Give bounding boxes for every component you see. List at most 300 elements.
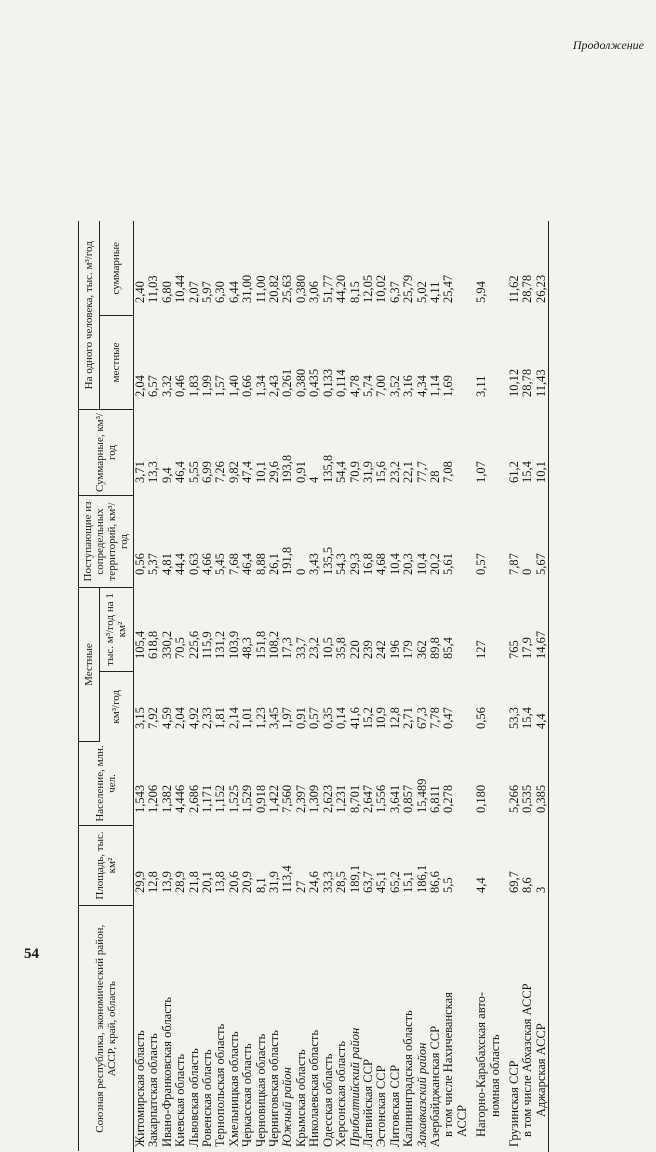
per-capita-total-cell: 2,40 [134,222,148,316]
local-per-km2-cell: 151,8 [255,588,268,672]
population-cell: 0,278 [442,742,455,826]
per-capita-local-cell [456,316,469,410]
population-cell: 3,641 [389,742,402,826]
per-capita-total-cell: 25,47 [442,222,455,316]
local-km3-cell: 0,56 [469,672,488,742]
table-row [349,222,362,1152]
per-capita-local-cell: 4,78 [349,316,362,410]
local-km3-cell: 4,92 [188,672,201,742]
per-capita-total-cell [456,222,469,316]
table-row [241,222,254,1152]
incoming-cell: 5,45 [214,496,227,588]
header-region: Союзная республика, экономический район, АССР, край, область [79,906,134,1152]
water-resources-table [78,222,549,1152]
table-row [429,222,442,1152]
area-cell: 5,5 [442,826,455,906]
population-cell: 1,525 [228,742,241,826]
local-per-km2-cell: 220 [349,588,362,672]
per-capita-local-cell: 0,133 [322,316,335,410]
local-per-km2-cell: 239 [362,588,375,672]
region-cell: Черновицкая область [255,906,268,1152]
per-capita-total-cell: 10,44 [174,222,187,316]
per-capita-local-cell: 0,46 [174,316,187,410]
table-row [416,222,429,1152]
local-km3-cell: 0,91 [295,672,308,742]
per-capita-local-cell: 10,12 [502,316,521,410]
local-per-km2-cell: 85,4 [442,588,455,672]
total-cell: 9,4 [161,410,174,496]
area-cell: 20,9 [241,826,254,906]
region-cell: Хмельницкая область [228,906,241,1152]
per-capita-local-cell [489,316,502,410]
population-cell: 8,701 [349,742,362,826]
incoming-cell: 16,8 [362,496,375,588]
population-cell: 1,556 [375,742,388,826]
region-cell: Нагорно-Карабахская авто- [469,906,488,1152]
per-capita-local-cell: 1,40 [228,316,241,410]
population-cell: 1,152 [214,742,227,826]
per-capita-local-cell: 0,380 [295,316,308,410]
local-per-km2-cell: 108,2 [268,588,281,672]
table-row [308,222,321,1152]
incoming-cell: 5,67 [535,496,549,588]
population-cell: 2,397 [295,742,308,826]
incoming-cell: 0,56 [134,496,148,588]
region-cell: Грузинская ССР [502,906,521,1152]
per-capita-total-cell: 6,30 [214,222,227,316]
total-cell: 193,8 [281,410,294,496]
local-per-km2-cell: 362 [416,588,429,672]
total-cell: 135,8 [322,410,335,496]
incoming-cell: 3,43 [308,496,321,588]
population-cell: 5,266 [502,742,521,826]
total-cell: 9,82 [228,410,241,496]
area-cell: 8,1 [255,826,268,906]
local-km3-cell: 41,6 [349,672,362,742]
incoming-cell: 46,4 [241,496,254,588]
incoming-cell: 54,3 [335,496,348,588]
area-cell [489,826,502,906]
table-row [147,222,160,1152]
population-cell [489,742,502,826]
header-area: Площадь, тыс. км² [79,826,134,906]
incoming-cell: 0 [521,496,534,588]
region-cell: Аджарская АССР [535,906,549,1152]
area-cell: 20,6 [228,826,241,906]
per-capita-local-cell: 6,57 [147,316,160,410]
total-cell: 29,6 [268,410,281,496]
local-km3-cell: 15,2 [362,672,375,742]
per-capita-total-cell: 2,07 [188,222,201,316]
local-km3-cell: 4,59 [161,672,174,742]
table-body [134,222,549,1152]
local-km3-cell: 7,92 [147,672,160,742]
region-cell: Житомирская область [134,906,148,1152]
local-per-km2-cell: 23,2 [308,588,321,672]
population-cell: 0,180 [469,742,488,826]
local-per-km2-cell [489,588,502,672]
population-cell: 2,623 [322,742,335,826]
local-per-km2-cell: 242 [375,588,388,672]
per-capita-local-cell: 1,34 [255,316,268,410]
per-capita-total-cell: 0,380 [295,222,308,316]
incoming-cell [489,496,502,588]
area-cell: 86,6 [429,826,442,906]
region-cell: Херсонская область [335,906,348,1152]
population-cell: 0,385 [535,742,549,826]
per-capita-total-cell: 51,77 [322,222,335,316]
total-cell: 77,7 [416,410,429,496]
local-per-km2-cell [456,588,469,672]
population-cell: 4,446 [174,742,187,826]
local-km3-cell: 15,4 [521,672,534,742]
population-cell: 1,206 [147,742,160,826]
area-cell: 13,9 [161,826,174,906]
per-capita-total-cell: 31,00 [241,222,254,316]
per-capita-local-cell: 5,74 [362,316,375,410]
table-row [295,222,308,1152]
incoming-cell: 20,2 [429,496,442,588]
region-cell: АССР [456,906,469,1152]
per-capita-local-cell: 11,43 [535,316,549,410]
local-per-km2-cell: 765 [502,588,521,672]
per-capita-local-cell: 2,43 [268,316,281,410]
total-cell: 7,26 [214,410,227,496]
area-cell: 20,1 [201,826,214,906]
per-capita-local-cell: 1,69 [442,316,455,410]
table-row [281,222,294,1152]
incoming-cell [456,496,469,588]
incoming-cell: 4,81 [161,496,174,588]
table-row [174,222,187,1152]
area-cell: 27 [295,826,308,906]
population-cell: 1,171 [201,742,214,826]
per-capita-total-cell: 6,44 [228,222,241,316]
area-cell: 65,2 [389,826,402,906]
total-cell: 22,1 [402,410,415,496]
local-per-km2-cell: 225,6 [188,588,201,672]
local-km3-cell: 3,15 [134,672,148,742]
area-cell: 24,6 [308,826,321,906]
per-capita-total-cell: 25,79 [402,222,415,316]
total-cell: 10,1 [255,410,268,496]
area-cell: 113,4 [281,826,294,906]
continuation-label: Продолжение [573,38,644,53]
population-cell: 0,857 [402,742,415,826]
local-per-km2-cell: 17,3 [281,588,294,672]
population-cell: 0,918 [255,742,268,826]
table-row [188,222,201,1152]
per-capita-local-cell: 0,261 [281,316,294,410]
region-cell: Азербайджанская ССР [429,906,442,1152]
local-km3-cell: 0,35 [322,672,335,742]
local-per-km2-cell: 48,3 [241,588,254,672]
area-cell: 69,7 [502,826,521,906]
total-cell: 3,71 [134,410,148,496]
header-local-km3: км³/год [99,672,133,742]
total-cell: 46,4 [174,410,187,496]
table-row [322,222,335,1152]
local-km3-cell: 0,57 [308,672,321,742]
area-cell: 21,8 [188,826,201,906]
local-per-km2-cell: 103,9 [228,588,241,672]
per-capita-total-cell: 3,06 [308,222,321,316]
incoming-cell: 4,66 [201,496,214,588]
region-cell: Ровенская область [201,906,214,1152]
per-capita-total-cell: 28,78 [521,222,534,316]
per-capita-local-cell: 1,83 [188,316,201,410]
population-cell: 2,686 [188,742,201,826]
table-row [214,222,227,1152]
table-row [489,222,502,1152]
local-km3-cell: 10,9 [375,672,388,742]
table-row [389,222,402,1152]
table-row [469,222,488,1152]
area-cell: 8,6 [521,826,534,906]
area-cell: 13,8 [214,826,227,906]
incoming-cell: 191,8 [281,496,294,588]
local-km3-cell: 53,3 [502,672,521,742]
region-cell: Киевская область [174,906,187,1152]
total-cell: 5,55 [188,410,201,496]
per-capita-local-cell: 1,57 [214,316,227,410]
per-capita-local-cell: 0,114 [335,316,348,410]
local-per-km2-cell: 35,8 [335,588,348,672]
table-row [134,222,148,1152]
table-row [456,222,469,1152]
table-row [442,222,455,1152]
population-cell: 2,647 [362,742,375,826]
region-cell: Литовская ССР [389,906,402,1152]
per-capita-total-cell: 11,00 [255,222,268,316]
incoming-cell: 8,88 [255,496,268,588]
total-cell: 61,2 [502,410,521,496]
area-cell: 28,9 [174,826,187,906]
region-cell: Закавказский район [416,906,429,1152]
total-cell [489,410,502,496]
incoming-cell: 0,63 [188,496,201,588]
local-per-km2-cell: 14,67 [535,588,549,672]
local-km3-cell: 1,97 [281,672,294,742]
population-cell: 15,489 [416,742,429,826]
local-km3-cell: 2,71 [402,672,415,742]
total-cell: 23,2 [389,410,402,496]
per-capita-local-cell: 28,78 [521,316,534,410]
header-local-group: Местные [79,588,100,742]
rotated-table-container [78,222,578,1152]
total-cell: 15,6 [375,410,388,496]
incoming-cell: 7,87 [502,496,521,588]
page-number: 54 [24,946,39,963]
total-cell: 10,1 [535,410,549,496]
total-cell [456,410,469,496]
local-km3-cell: 1,23 [255,672,268,742]
header-incoming: Поступающие из сопредельных территорий, км³/год [79,496,134,588]
table-row [535,222,549,1152]
local-km3-cell: 67,3 [416,672,429,742]
header-per-capita-total: суммарные [99,222,133,316]
header-per-capita-local: местные [99,316,133,410]
table-row [335,222,348,1152]
per-capita-total-cell: 6,80 [161,222,174,316]
per-capita-local-cell: 3,32 [161,316,174,410]
incoming-cell: 26,1 [268,496,281,588]
region-cell: Крымская область [295,906,308,1152]
region-cell: Николаевская область [308,906,321,1152]
local-per-km2-cell: 196 [389,588,402,672]
table-row [521,222,534,1152]
population-cell: 1,543 [134,742,148,826]
per-capita-local-cell: 3,52 [389,316,402,410]
incoming-cell: 4,68 [375,496,388,588]
area-cell: 28,5 [335,826,348,906]
population-cell: 1,422 [268,742,281,826]
local-per-km2-cell: 115,9 [201,588,214,672]
per-capita-local-cell: 3,11 [469,316,488,410]
local-km3-cell: 4,4 [535,672,549,742]
incoming-cell: 10,4 [389,496,402,588]
total-cell: 31,9 [362,410,375,496]
area-cell: 189,1 [349,826,362,906]
area-cell: 186,1 [416,826,429,906]
incoming-cell: 10,4 [416,496,429,588]
local-km3-cell: 2,33 [201,672,214,742]
per-capita-local-cell: 2,04 [134,316,148,410]
total-cell: 7,08 [442,410,455,496]
population-cell: 1,309 [308,742,321,826]
incoming-cell: 5,37 [147,496,160,588]
total-cell: 0,91 [295,410,308,496]
total-cell: 4 [308,410,321,496]
table-row [375,222,388,1152]
local-km3-cell [456,672,469,742]
per-capita-local-cell: 1,14 [429,316,442,410]
per-capita-total-cell: 11,62 [502,222,521,316]
region-cell: Львовская область [188,906,201,1152]
per-capita-total-cell: 4,11 [429,222,442,316]
region-cell: Эстонская ССР [375,906,388,1152]
population-cell: 7,560 [281,742,294,826]
area-cell: 63,7 [362,826,375,906]
per-capita-total-cell: 5,97 [201,222,214,316]
per-capita-total-cell: 12,05 [362,222,375,316]
area-cell [456,826,469,906]
header-population: Население, млн. чел. [79,742,134,826]
total-cell: 13,3 [147,410,160,496]
area-cell: 29,9 [134,826,148,906]
per-capita-local-cell: 0,66 [241,316,254,410]
per-capita-total-cell: 11,03 [147,222,160,316]
per-capita-local-cell: 3,16 [402,316,415,410]
per-capita-total-cell: 44,20 [335,222,348,316]
total-cell: 47,4 [241,410,254,496]
incoming-cell: 44,4 [174,496,187,588]
total-cell: 70,9 [349,410,362,496]
per-capita-total-cell: 6,37 [389,222,402,316]
region-cell: Закарпатская область [147,906,160,1152]
population-cell: 1,382 [161,742,174,826]
region-cell: Калининградская область [402,906,415,1152]
local-km3-cell: 3,45 [268,672,281,742]
area-cell: 15,1 [402,826,415,906]
population-cell [456,742,469,826]
per-capita-total-cell: 25,63 [281,222,294,316]
per-capita-total-cell [489,222,502,316]
table-row [161,222,174,1152]
region-cell: в том числе Абхазская АССР [521,906,534,1152]
incoming-cell: 29,3 [349,496,362,588]
region-cell: Латвийская ССР [362,906,375,1152]
table-header [79,222,134,1152]
local-km3-cell: 0,47 [442,672,455,742]
local-km3-cell: 12,8 [389,672,402,742]
total-cell: 1,07 [469,410,488,496]
region-cell: Тернопольская область [214,906,227,1152]
area-cell: 45,1 [375,826,388,906]
local-km3-cell: 2,04 [174,672,187,742]
header-per-capita-group: На одного человека, тыс. м³/год [79,222,100,410]
incoming-cell: 20,3 [402,496,415,588]
per-capita-total-cell: 5,02 [416,222,429,316]
local-per-km2-cell: 131,2 [214,588,227,672]
local-per-km2-cell: 10,5 [322,588,335,672]
per-capita-local-cell: 4,34 [416,316,429,410]
region-cell: Одесская область [322,906,335,1152]
region-cell: Черниговская область [268,906,281,1152]
population-cell: 1,529 [241,742,254,826]
per-capita-local-cell: 7,00 [375,316,388,410]
total-cell: 15,4 [521,410,534,496]
table-row [201,222,214,1152]
table-row [362,222,375,1152]
incoming-cell: 135,5 [322,496,335,588]
incoming-cell: 7,68 [228,496,241,588]
region-cell: Ивано-Франковская область [161,906,174,1152]
local-per-km2-cell: 17,9 [521,588,534,672]
local-per-km2-cell: 33,7 [295,588,308,672]
total-cell: 54,4 [335,410,348,496]
local-km3-cell [489,672,502,742]
table-row [255,222,268,1152]
local-km3-cell: 1,81 [214,672,227,742]
local-km3-cell: 2,14 [228,672,241,742]
table-row [502,222,521,1152]
area-cell: 3 [535,826,549,906]
table-row [228,222,241,1152]
local-per-km2-cell: 330,2 [161,588,174,672]
local-km3-cell: 7,78 [429,672,442,742]
table-row [268,222,281,1152]
per-capita-local-cell: 0,435 [308,316,321,410]
region-cell: Прибалтийский район [349,906,362,1152]
population-cell: 1,231 [335,742,348,826]
total-cell: 6,99 [201,410,214,496]
population-cell: 6,811 [429,742,442,826]
local-km3-cell: 1,01 [241,672,254,742]
region-cell: в том числе Нахичеванская [442,906,455,1152]
total-cell: 28 [429,410,442,496]
per-capita-total-cell: 8,15 [349,222,362,316]
area-cell: 4,4 [469,826,488,906]
local-per-km2-cell: 618,8 [147,588,160,672]
local-per-km2-cell: 89,8 [429,588,442,672]
per-capita-total-cell: 20,82 [268,222,281,316]
header-local-per-km2: тыс. м³/год на 1 км² [99,588,133,672]
local-km3-cell: 0,14 [335,672,348,742]
per-capita-total-cell: 26,23 [535,222,549,316]
region-cell: Южный район [281,906,294,1152]
area-cell: 31,9 [268,826,281,906]
